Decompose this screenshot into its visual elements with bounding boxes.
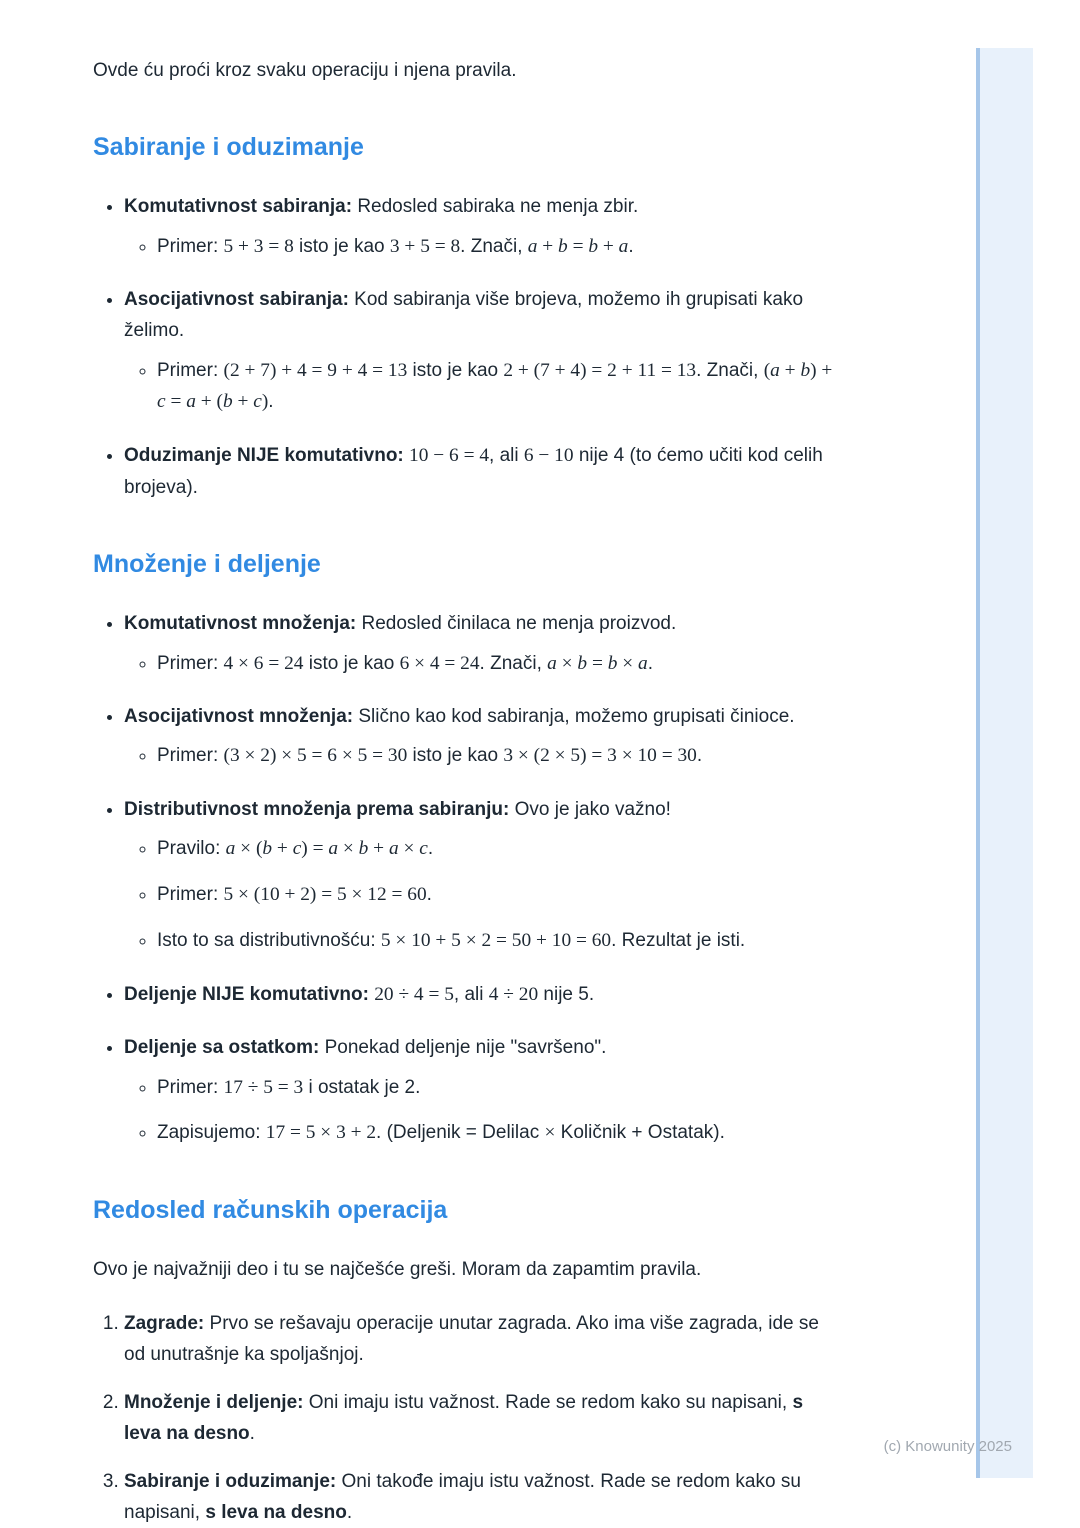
sub-list-item xyxy=(157,1117,835,1149)
list-item-text: • Oduzimanje NIJE komutativno: 10 − 6 = 4, ali 6 − 10 nije 4 (to ćemo učiti kod celih brojeva). xyxy=(124,445,823,498)
sub-list-item xyxy=(157,879,835,911)
list-item xyxy=(124,979,835,1011)
sub-item-text: ◦ Isto to sa distributivnošću: 5 × 10 + 5 × 2 = 50 + 10 = 60. Rezultat je isti. xyxy=(157,929,746,951)
sub-list-item xyxy=(157,740,835,772)
list-item-text: • Komutativnost sabiranja: Redosled sabiraka ne menja zbir. xyxy=(124,196,639,218)
sub-list-item xyxy=(157,355,835,419)
intro-paragraph: Ovde ću proći kroz svaku operaciju i njena pravila. xyxy=(93,60,517,81)
sub-item-text: ◦ Zapisujemo: 17 = 5 × 3 + 2. (Deljenik = Delilac × Količnik + Ostatak). xyxy=(157,1122,725,1144)
sub-list xyxy=(124,1072,835,1150)
sub-item-text: ◦ Primer: 17 ÷ 5 = 3 i ostatak je 2. xyxy=(157,1076,421,1098)
numbered-item-text: 1. Zagrade: Prvo se rešavaju operacije unutar zagrada. Ako ima više zagrada, ide se od unutrašnje ka spoljašnjoj. xyxy=(124,1312,819,1365)
section-heading-redosled-operacija: Redosled računskih operacija xyxy=(93,1196,448,1225)
list-item xyxy=(124,794,835,956)
ordered-list-redosled xyxy=(93,1308,835,1528)
numbered-item xyxy=(124,1466,835,1528)
sub-list-item xyxy=(157,648,835,680)
bullet-list-mnozenje xyxy=(93,608,835,1149)
list-item xyxy=(124,1032,835,1149)
sub-list xyxy=(124,740,835,772)
list-item xyxy=(124,608,835,679)
list-item-text: • Komutativnost množenja: Redosled činilaca ne menja proizvod. xyxy=(124,613,677,635)
sub-list-item xyxy=(157,833,835,865)
sub-item-text: ◦ Primer: 5 + 3 = 8 isto je kao 3 + 5 = 8. Znači, a + b = b + a. xyxy=(157,235,634,257)
document-content xyxy=(93,55,835,1528)
section-heading-mnozenje-i-deljenje: Množenje i deljenje xyxy=(93,550,321,579)
list-item-text: • Distributivnost množenja prema sabiranju: Ovo je jako važno! xyxy=(124,799,671,821)
sub-list xyxy=(124,231,835,263)
sub-list xyxy=(124,355,835,419)
sub-list-item xyxy=(157,925,835,957)
numbered-item xyxy=(124,1308,835,1370)
sub-list-item xyxy=(157,1072,835,1104)
numbered-item-text: 2. Množenje i deljenje: Oni imaju istu važnost. Rade se redom kako su napisani, s leva na desno. xyxy=(124,1391,804,1444)
scrollbar[interactable] xyxy=(976,48,1033,1478)
sub-list xyxy=(124,833,835,956)
sub-item-text: ◦ Primer: (3 × 2) × 5 = 6 × 5 = 30 isto je kao 3 × (2 × 5) = 3 × 10 = 30. xyxy=(157,745,703,767)
list-item xyxy=(124,191,835,262)
section-lead-paragraph: Ovo je najvažniji deo i tu se najčešće greši. Moram da zapamtim pravila. xyxy=(93,1259,702,1281)
numbered-item xyxy=(124,1387,835,1449)
sub-item-text: ◦ Primer: (2 + 7) + 4 = 9 + 4 = 13 isto je kao 2 + (7 + 4) = 2 + 11 = 13. Znači, (a + b) + c = a + (b + c). xyxy=(157,359,833,413)
bullet-list-sabiranje xyxy=(93,191,835,503)
list-item xyxy=(124,701,835,772)
list-item-text: • Deljenje NIJE komutativno: 20 ÷ 4 = 5, ali 4 ÷ 20 nije 5. xyxy=(124,983,595,1005)
list-item-text: • Asocijativnost sabiranja: Kod sabiranja više brojeva, možemo ih grupisati kako želimo. xyxy=(124,289,804,342)
watermark: (c) Knowunity 2025 xyxy=(883,1438,1012,1455)
sub-list xyxy=(124,648,835,680)
sub-item-text: ◦ Primer: 5 × (10 + 2) = 5 × 12 = 60. xyxy=(157,884,432,906)
list-item xyxy=(124,284,835,418)
sub-item-text: ◦ Pravilo: a × (b + c) = a × b + a × c. xyxy=(157,838,434,860)
numbered-item-text: 3. Sabiranje i oduzimanje: Oni takođe imaju istu važnost. Rade se redom kako su napisani, s leva na desno. xyxy=(124,1471,801,1524)
sub-list-item xyxy=(157,231,835,263)
list-item-text: • Deljenje sa ostatkom: Ponekad deljenje nije "savršeno". xyxy=(124,1037,607,1059)
sub-item-text: ◦ Primer: 4 × 6 = 24 isto je kao 6 × 4 = 24. Znači, a × b = b × a. xyxy=(157,652,653,674)
list-item xyxy=(124,440,835,503)
section-heading-sabiranje-i-oduzimanje: Sabiranje i oduzimanje xyxy=(93,133,364,162)
list-item-text: • Asocijativnost množenja: Slično kao kod sabiranja, možemo grupisati činioce. xyxy=(124,706,795,728)
